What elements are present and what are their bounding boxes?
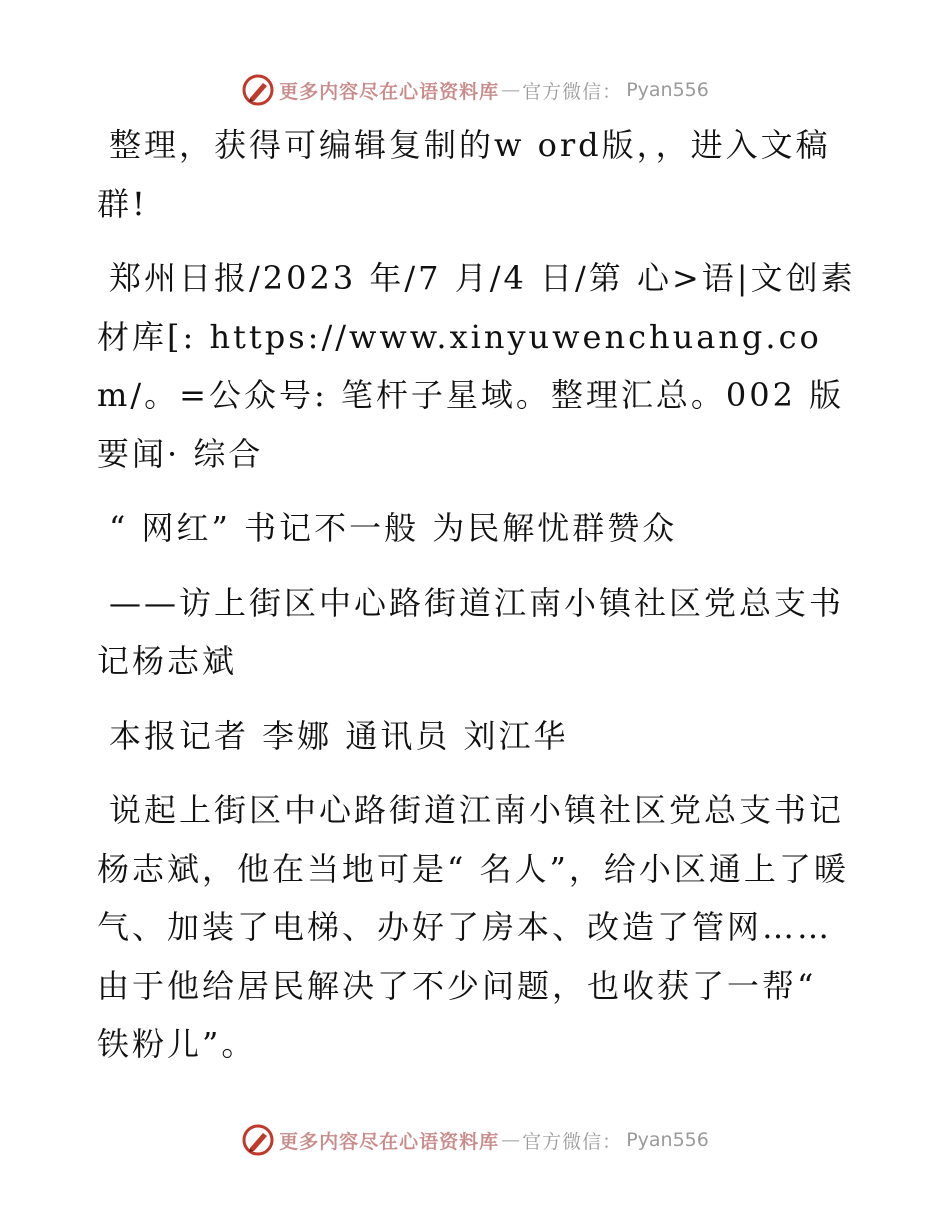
article-title: “ 网红” 书记不一般 为民解忧群赞众 xyxy=(109,509,678,547)
paragraph-intro: 整理，获得可编辑复制的w ord版，，进入文稿群! xyxy=(97,126,831,223)
banner-official-label: 官方微信： xyxy=(522,1130,623,1153)
article-subtitle: ——访上街区中心路街道江南小镇社区党总支书记杨志斌 xyxy=(97,583,845,680)
banner-wechat-id: Pyan556 xyxy=(626,79,709,101)
header-banner xyxy=(0,70,950,110)
document-body xyxy=(97,116,857,1090)
paragraph-source: 郑州日报/2023 年/7 月/4 日/第 心>语|文创素材库[: https://www.xinyuwenchuang.com/。=公众号: 笔杆子星域。整理汇总。002 版要闻· 综合 xyxy=(97,259,856,473)
footer-banner xyxy=(0,1120,950,1160)
banner-text: 更多内容尽在心语资料库 xyxy=(279,1130,500,1153)
banner-dash: — xyxy=(501,1129,521,1151)
pen-logo-icon xyxy=(241,1123,275,1157)
banner-official-label: 官方微信： xyxy=(522,80,623,103)
banner-text: 更多内容尽在心语资料库 xyxy=(279,80,500,103)
article-byline: 本报记者 李娜 通讯员 刘江华 xyxy=(109,716,569,755)
banner-wechat-id: Pyan556 xyxy=(626,1129,709,1151)
article-lead-paragraph: 说起上街区中心路街道江南小镇社区党总支书记杨志斌，他在当地可是“ 名人”，给小区通上了暖气、加装了电梯、办好了房本、改造了管网……由于他给居民解决了不少问题，也收获了一帮“ 铁粉儿”。 xyxy=(97,791,849,1063)
banner-dash: — xyxy=(501,79,521,101)
pen-logo-icon xyxy=(241,73,275,107)
